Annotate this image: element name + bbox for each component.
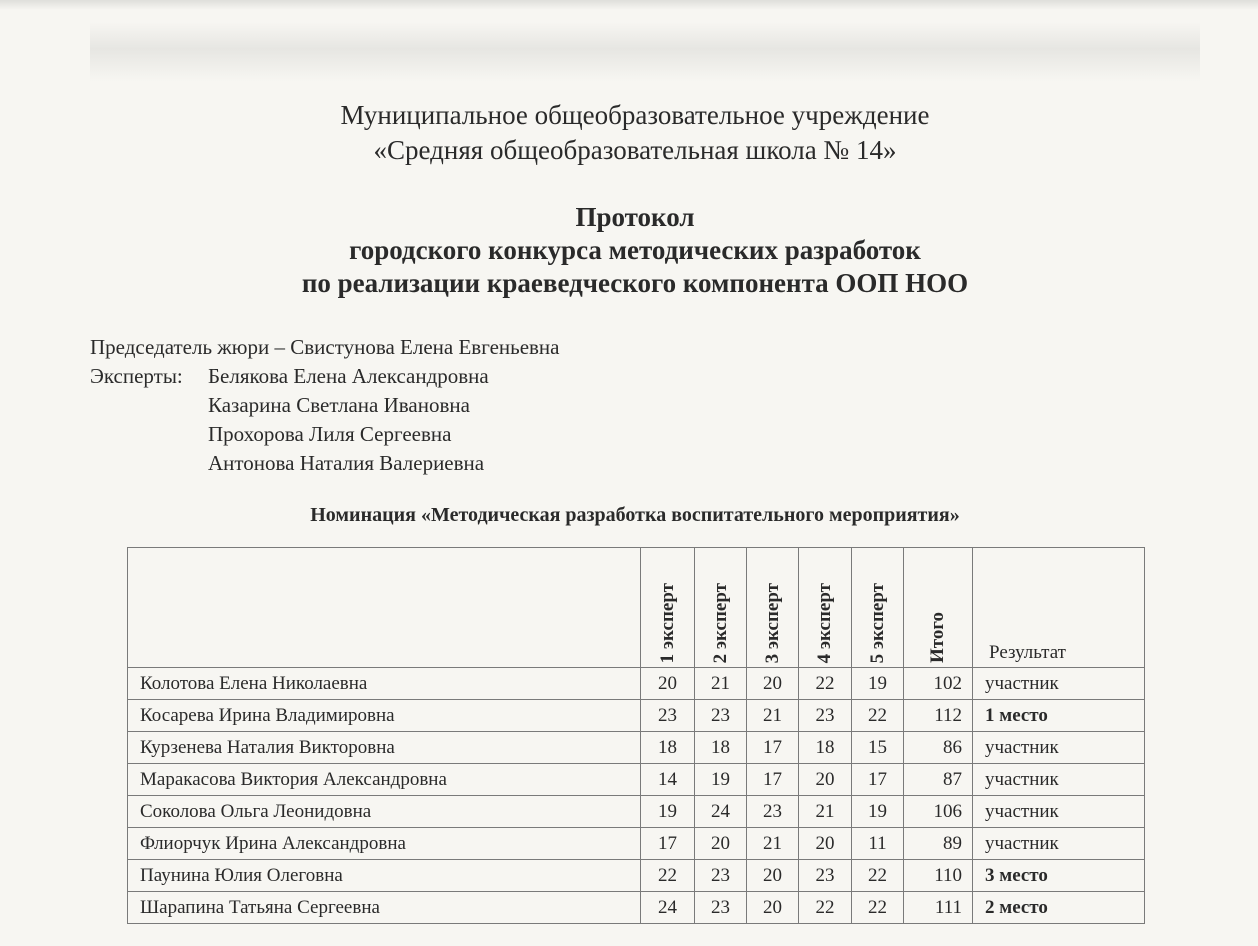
- expert-name: Антонова Наталия Валериевна: [208, 451, 485, 475]
- header-expert-5: 5 эксперт: [852, 548, 904, 668]
- score-expert-4: 18: [799, 732, 852, 764]
- expert-name: Прохорова Лиля Сергеевна: [208, 422, 452, 446]
- score-total: 110: [904, 860, 973, 892]
- scan-edge: [0, 0, 1258, 10]
- score-total: 86: [904, 732, 973, 764]
- score-expert-4: 22: [799, 892, 852, 924]
- participant-name: Паунина Юлия Олеговна: [128, 860, 641, 892]
- org-name-line2: «Средняя общеобразовательная школа № 14»: [373, 135, 897, 165]
- score-expert-4: 20: [799, 828, 852, 860]
- participant-name: Шарапина Татьяна Сергеевна: [128, 892, 641, 924]
- table-row: [128, 700, 1145, 732]
- score-expert-5: 19: [852, 796, 904, 828]
- score-total: 87: [904, 764, 973, 796]
- header-result: Результат: [973, 548, 1145, 668]
- result-cell: участник: [973, 796, 1145, 828]
- score-expert-4: 23: [799, 700, 852, 732]
- participant-name: Курзенева Наталия Викторовна: [128, 732, 641, 764]
- participant-name: Маракасова Виктория Александровна: [128, 764, 641, 796]
- table-header-row: [128, 548, 1145, 668]
- score-expert-2: 20: [695, 828, 747, 860]
- score-expert-1: 14: [641, 764, 695, 796]
- score-expert-3: 17: [747, 764, 799, 796]
- score-expert-1: 19: [641, 796, 695, 828]
- score-expert-5: 22: [852, 700, 904, 732]
- score-expert-5: 22: [852, 860, 904, 892]
- participant-name: Соколова Ольга Леонидовна: [128, 796, 641, 828]
- nomination-title: Номинация «Методическая разработка воспитательного мероприятия»: [310, 504, 960, 526]
- score-expert-2: 23: [695, 860, 747, 892]
- score-total: 112: [904, 700, 973, 732]
- score-total: 111: [904, 892, 973, 924]
- table-row: [128, 764, 1145, 796]
- score-expert-3: 20: [747, 860, 799, 892]
- score-expert-1: 24: [641, 892, 695, 924]
- participant-name: Флиорчук Ирина Александровна: [128, 828, 641, 860]
- score-expert-3: 21: [747, 828, 799, 860]
- result-cell: участник: [973, 828, 1145, 860]
- score-expert-1: 17: [641, 828, 695, 860]
- score-expert-2: 24: [695, 796, 747, 828]
- header-name-column: [128, 548, 641, 668]
- score-total: 106: [904, 796, 973, 828]
- result-cell: участник: [973, 764, 1145, 796]
- org-name-line1: Муниципальное общеобразовательное учреждение: [340, 100, 930, 130]
- header-expert-1: 1 эксперт: [641, 548, 695, 668]
- score-total: 102: [904, 668, 973, 700]
- score-expert-5: 22: [852, 892, 904, 924]
- participant-name: Косарева Ирина Владимировна: [128, 700, 641, 732]
- results-table: [127, 547, 1145, 924]
- protocol-subtitle-line2: по реализации краеведческого компонента ООП НОО: [301, 268, 969, 298]
- result-cell: 1 место: [973, 700, 1145, 732]
- table-row: [128, 796, 1145, 828]
- score-expert-4: 21: [799, 796, 852, 828]
- expert-name: Белякова Елена Александровна: [208, 364, 489, 388]
- table-row: [128, 668, 1145, 700]
- score-expert-3: 20: [747, 668, 799, 700]
- expert-name: Казарина Светлана Ивановна: [208, 393, 470, 417]
- table-row: [128, 732, 1145, 764]
- protocol-title: Протокол: [575, 202, 695, 232]
- score-expert-2: 23: [695, 700, 747, 732]
- score-expert-4: 20: [799, 764, 852, 796]
- participant-name: Колотова Елена Николаевна: [128, 668, 641, 700]
- header-expert-2: 2 эксперт: [695, 548, 747, 668]
- score-expert-3: 20: [747, 892, 799, 924]
- score-expert-1: 18: [641, 732, 695, 764]
- result-cell: 3 место: [973, 860, 1145, 892]
- score-expert-3: 17: [747, 732, 799, 764]
- score-expert-1: 23: [641, 700, 695, 732]
- score-total: 89: [904, 828, 973, 860]
- scan-artifact-band: [90, 22, 1200, 82]
- table-row: [128, 892, 1145, 924]
- score-expert-5: 19: [852, 668, 904, 700]
- result-cell: участник: [973, 668, 1145, 700]
- result-cell: участник: [973, 732, 1145, 764]
- header-expert-3: 3 эксперт: [747, 548, 799, 668]
- score-expert-1: 20: [641, 668, 695, 700]
- score-expert-3: 21: [747, 700, 799, 732]
- score-expert-3: 23: [747, 796, 799, 828]
- score-expert-4: 23: [799, 860, 852, 892]
- score-expert-2: 21: [695, 668, 747, 700]
- protocol-subtitle-line1: городского конкурса методических разработок: [349, 235, 921, 265]
- score-expert-1: 22: [641, 860, 695, 892]
- score-expert-4: 22: [799, 668, 852, 700]
- header-expert-4: 4 эксперт: [799, 548, 852, 668]
- score-expert-5: 15: [852, 732, 904, 764]
- table-row: [128, 860, 1145, 892]
- score-expert-2: 19: [695, 764, 747, 796]
- score-expert-5: 17: [852, 764, 904, 796]
- score-expert-2: 23: [695, 892, 747, 924]
- result-cell: 2 место: [973, 892, 1145, 924]
- jury-chair: Председатель жюри – Свистунова Елена Евгеньевна: [90, 335, 560, 359]
- header-total: Итого: [904, 548, 973, 668]
- table-row: [128, 828, 1145, 860]
- score-expert-5: 11: [852, 828, 904, 860]
- experts-label: Эксперты:: [90, 364, 183, 388]
- score-expert-2: 18: [695, 732, 747, 764]
